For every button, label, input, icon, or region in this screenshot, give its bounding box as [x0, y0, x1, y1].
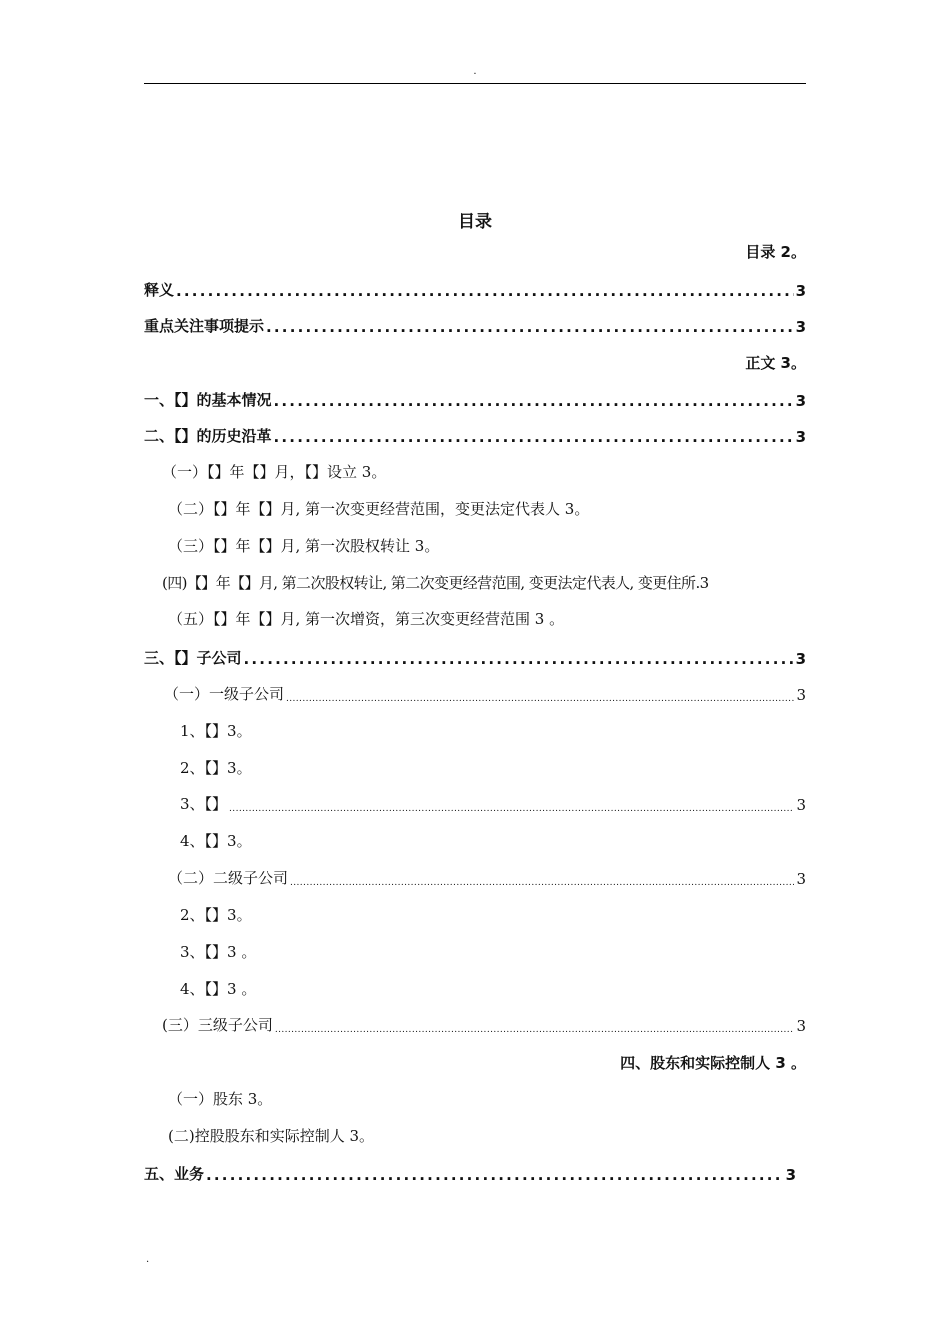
toc-entry-section-5[interactable] — [144, 1160, 796, 1184]
toc-entry-2-4[interactable] — [144, 569, 806, 593]
dot-leader — [229, 794, 794, 814]
toc-entry-text: （一）一级子公司 — [164, 685, 285, 703]
toc-entry-page: 3 — [796, 870, 806, 888]
toc-entry-text: 五、业务 — [144, 1165, 205, 1183]
dot-leader — [274, 426, 794, 446]
toc-entry-text: 4、【】3 。 — [180, 980, 257, 998]
toc-entry-page: 3 — [795, 650, 806, 668]
toc-entry-text: 3、【】3 。 — [180, 943, 257, 961]
toc-entry-text: 正文 3。 — [745, 354, 806, 372]
toc-entry-text: （二）【】年【】月, 第一次变更经营范围，变更法定代表人 3。 — [168, 500, 590, 518]
toc-entry-text: （五）【】年【】月, 第一次增资，第三次变更经营范围 3 。 — [168, 610, 565, 628]
toc-entry-2-2[interactable] — [144, 495, 806, 519]
toc-entry-3-1[interactable] — [144, 680, 806, 704]
toc-entry-3-1-3[interactable] — [144, 790, 806, 814]
toc-entry-text: 1、【】3。 — [180, 722, 252, 740]
toc-entry-section-2[interactable] — [144, 422, 806, 446]
toc-entry-text: （一）【】年【】月，【】设立 3。 — [162, 463, 387, 481]
toc-entry-text: 2、【】3。 — [180, 906, 252, 924]
toc-entry-page: 3 — [795, 428, 806, 446]
dot-leader — [275, 1015, 795, 1035]
toc-entry-text: 重点关注事项提示 — [144, 317, 265, 335]
toc-entry-section-3[interactable] — [144, 644, 806, 668]
toc-entry-text: （一）股东 3。 — [168, 1090, 273, 1108]
toc-entry-page: 3 — [796, 686, 806, 704]
toc-entry-text: 二、【】的历史沿革 — [144, 427, 272, 445]
toc-entry-text: 三、【】子公司 — [144, 649, 242, 667]
toc-entry-toc[interactable] — [144, 238, 806, 262]
toc-entry-3-2-4[interactable] — [144, 975, 806, 999]
toc-entry-3-3[interactable] — [144, 1011, 806, 1035]
toc-entry-key-matters[interactable] — [144, 312, 806, 336]
dot-leader — [290, 868, 794, 888]
toc-entry-text: (四)【】年【】月, 第二次股权转让, 第二次变更经营范围, 变更法定代表人, 变更住所.3 — [162, 574, 709, 592]
toc-entry-2-5[interactable] — [144, 605, 806, 629]
toc-entry-text: (二)控股股东和实际控制人 3。 — [168, 1127, 375, 1145]
footer-mark: . — [146, 1254, 150, 1265]
toc-entry-main-text[interactable] — [144, 349, 806, 373]
toc-title: 目录 — [458, 212, 492, 232]
dot-leader — [266, 316, 794, 336]
toc-entry-page: 3 — [795, 282, 806, 300]
dot-leader — [176, 280, 794, 300]
toc-entry-page: 3 — [795, 318, 806, 336]
dot-leader — [274, 390, 794, 410]
toc-entry-3-1-1[interactable] — [144, 717, 806, 741]
toc-entry-3-1-2[interactable] — [144, 754, 806, 778]
toc-entry-page: 3 — [795, 392, 806, 410]
toc-entry-3-1-4[interactable] — [144, 827, 806, 851]
toc-entry-text: 目录 2。 — [745, 243, 806, 261]
toc-entry-3-2-3[interactable] — [144, 938, 806, 962]
header-rule — [144, 83, 806, 84]
toc-entry-3-2-2[interactable] — [144, 901, 806, 925]
dot-leader — [286, 684, 794, 704]
toc-entry-text: （三）【】年【】月, 第一次股权转让 3。 — [168, 537, 440, 555]
toc-entry-text: (三）三级子公司 — [162, 1016, 273, 1034]
toc-entry-definitions[interactable] — [144, 276, 806, 300]
toc-entry-section-4[interactable] — [144, 1049, 806, 1073]
header-mark: . — [473, 66, 477, 77]
toc-entry-section-1[interactable] — [144, 386, 806, 410]
toc-entry-page: 3 — [796, 796, 806, 814]
toc-entry-page: 3 — [785, 1166, 796, 1184]
toc-entry-text: 2、【】3。 — [180, 759, 252, 777]
toc-entry-text: 一、【】的基本情况 — [144, 391, 272, 409]
toc-entry-3-2[interactable] — [144, 864, 806, 888]
dot-leader — [244, 648, 794, 668]
toc-entry-text: 释义 — [144, 281, 175, 299]
toc-entry-text: 3、【】 — [180, 795, 228, 813]
toc-entry-text: 4、【】3。 — [180, 832, 252, 850]
toc-entry-text: 四、股东和实际控制人 3 。 — [620, 1054, 806, 1072]
dot-leader — [206, 1164, 784, 1184]
toc-entry-text: （二）二级子公司 — [168, 869, 289, 887]
toc-entry-4-1[interactable] — [144, 1085, 806, 1109]
toc-entry-page: 3 — [796, 1017, 806, 1035]
toc-entry-4-2[interactable] — [144, 1122, 806, 1146]
toc-entry-2-1[interactable] — [144, 458, 806, 482]
toc-entry-2-3[interactable] — [144, 532, 806, 556]
